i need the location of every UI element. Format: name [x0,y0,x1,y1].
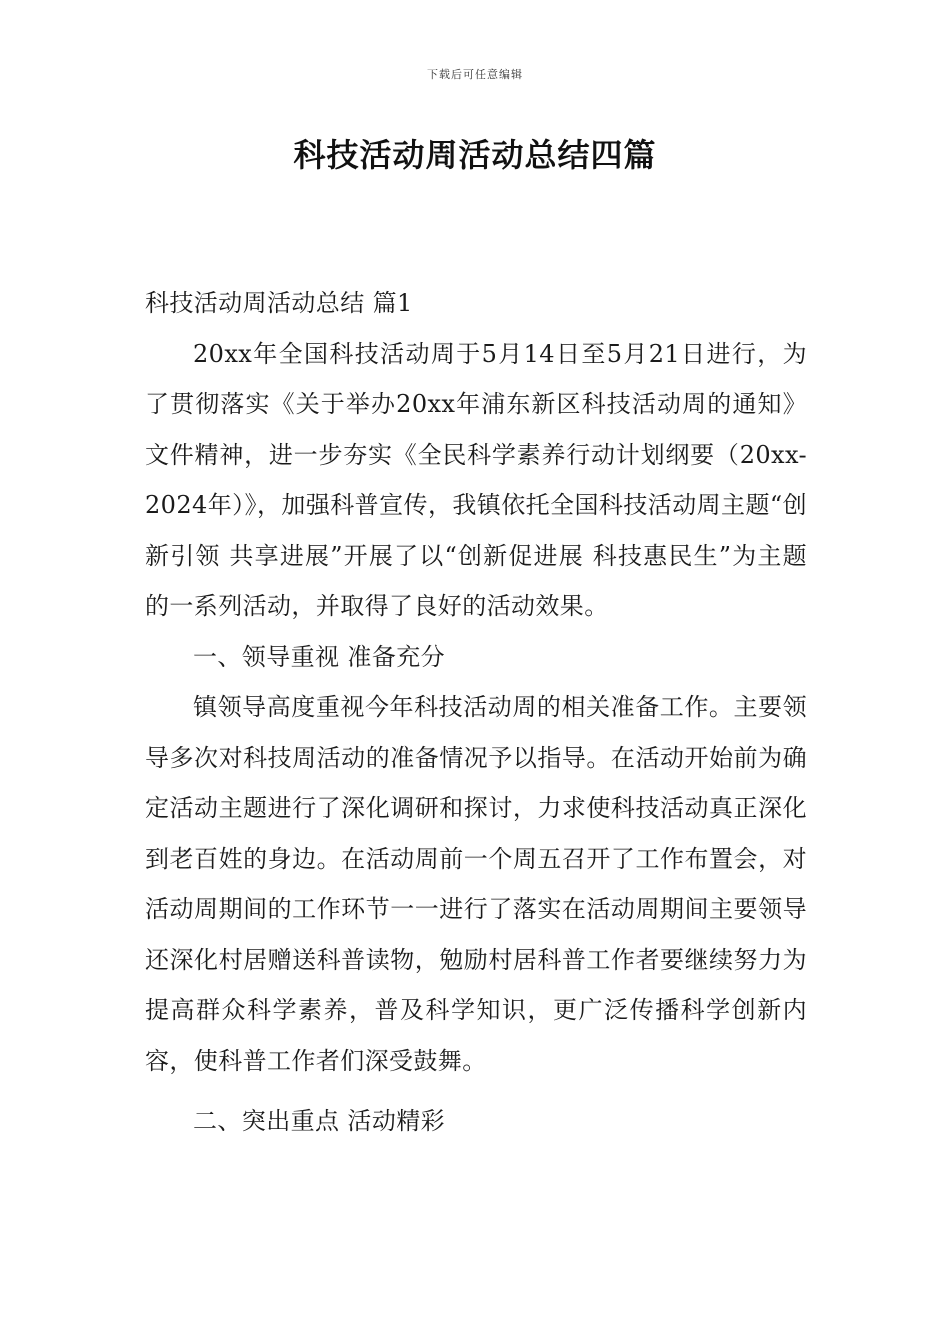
section-label: 科技活动周活动总结 篇1 [145,289,413,317]
intro-paragraph: 20xx年全国科技活动周于5月14日至5月21日进行，为了贯彻落实《关于举办20xx年浦东新区科技活动周的通知》文件精神，进一步夯实《全民科学素养行动计划纲要（20xx-2024年）》，加强科普宣传，我镇依托全国科技活动周主题“创新引领 共享进展”开展了以“创新促进展 科技惠民生”为主题的一系列活动，并取得了良好的活动效果。 [145,339,807,620]
paragraph-gap [145,1086,807,1096]
section-heading-2: 二、突出重点 活动精彩 [193,1107,446,1135]
body-paragraph-1: 镇领导高度重视今年科技活动周的相关准备工作。主要领导多次对科技周活动的准备情况予以指导。在活动开始前为确定活动主题进行了深化调研和探讨，力求使科技活动真正深化到老百姓的身边。在活动周前一个周五召开了工作布置会，对活动周期间的工作环节一一进行了落实在活动周期间主要领导还深化村居赠送科普读物，勉励村居科普工作者要继续努力为提高群众科学素养，普及科学知识，更广泛传播科学创新内容，使科普工作者们深受鼓舞。 [145,693,807,1075]
document-body [145,278,807,1147]
section-heading-1: 一、领导重视 准备充分 [193,642,446,671]
document-title: 科技活动周活动总结四篇 [293,136,657,174]
header-note: 下载后可任意编辑 [427,68,523,81]
